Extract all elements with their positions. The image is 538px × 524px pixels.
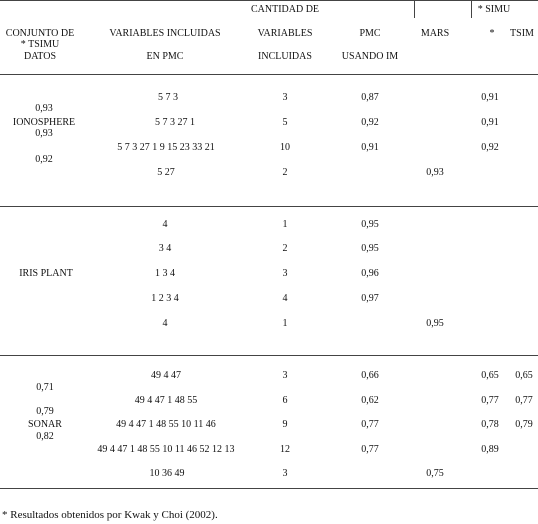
- row-count: 3: [282, 92, 288, 103]
- row-simu: 0,65: [481, 370, 499, 381]
- row-pmc: 0,77: [361, 444, 379, 455]
- row-mars: 0,93: [426, 167, 444, 178]
- row-vars: 4: [162, 318, 168, 329]
- header-vars-line2: EN PMC: [146, 51, 184, 62]
- header-count-top: CANTIDAD DE: [250, 4, 320, 15]
- row-vars: 49 4 47 1 48 55 10 11 46 52 12 13: [97, 444, 235, 455]
- row-pmc: 0,92: [361, 117, 379, 128]
- row-pmc: 0,77: [361, 419, 379, 430]
- row-vars: 4: [162, 219, 168, 230]
- header-dataset-line1: CONJUNTO DE: [5, 28, 75, 39]
- row-vars: 5 7 3 27 1: [155, 117, 195, 128]
- header-simu-top: * SIMU: [477, 4, 511, 15]
- group-rule: [0, 206, 538, 207]
- side-value: 0,92: [35, 154, 53, 165]
- row-simu: 0,92: [481, 142, 499, 153]
- row-tsim: 0,79: [515, 419, 533, 430]
- header-separator-right: [471, 0, 472, 18]
- side-value: 0,79: [36, 406, 54, 417]
- row-vars: 1 3 4: [155, 268, 175, 279]
- row-pmc: 0,66: [361, 370, 379, 381]
- row-vars: 5 27: [157, 167, 175, 178]
- group-name: IONOSPHERE: [12, 117, 76, 128]
- row-vars: 49 4 47: [151, 370, 181, 381]
- row-vars: 49 4 47 1 48 55: [134, 395, 198, 406]
- row-pmc: 0,62: [361, 395, 379, 406]
- row-vars: 10 36 49: [149, 468, 185, 479]
- row-count: 9: [282, 419, 288, 430]
- header-separator-left: [414, 0, 415, 18]
- row-count: 10: [280, 142, 290, 153]
- group-rule: [0, 355, 538, 356]
- row-simu: 0,78: [481, 419, 499, 430]
- row-vars: 1 2 3 4: [151, 293, 179, 304]
- row-pmc: 0,91: [361, 142, 379, 153]
- row-vars: 5 7 3: [158, 92, 178, 103]
- row-pmc: 0,95: [361, 219, 379, 230]
- header-tsim: TSIM: [510, 28, 534, 39]
- side-value: 0,82: [36, 431, 54, 442]
- row-pmc: 0,87: [361, 92, 379, 103]
- top-rule: [0, 0, 538, 1]
- row-count: 4: [282, 293, 288, 304]
- header-simu-star: *: [489, 28, 495, 39]
- row-pmc: 0,95: [361, 243, 379, 254]
- footnote: * Resultados obtenidos por Kwak y Choi (2002).: [2, 509, 218, 521]
- side-value: 0,71: [36, 382, 54, 393]
- side-value: 0,93: [35, 128, 53, 139]
- header-pmc-line1: PMC: [359, 28, 381, 39]
- row-mars: 0,75: [426, 468, 444, 479]
- header-dataset-line2: * TSIMU: [20, 39, 60, 50]
- header-vars-line1: VARIABLES INCLUIDAS: [109, 28, 221, 39]
- group-name: IRIS PLANT: [19, 268, 73, 279]
- row-simu: 0,89: [481, 444, 499, 455]
- row-simu: 0,91: [481, 117, 499, 128]
- row-mars: 0,95: [426, 318, 444, 329]
- row-count: 3: [282, 468, 288, 479]
- row-vars: 49 4 47 1 48 55 10 11 46: [116, 419, 216, 430]
- group-name: SONAR: [28, 419, 62, 430]
- row-count: 12: [280, 444, 290, 455]
- header-pmc-line2: USANDO IM: [341, 51, 399, 62]
- header-rule: [0, 74, 538, 75]
- row-count: 2: [282, 243, 288, 254]
- row-vars: 5 7 3 27 1 9 15 23 33 21: [117, 142, 215, 153]
- header-mars: MARS: [420, 28, 450, 39]
- row-pmc: 0,97: [361, 293, 379, 304]
- row-simu: 0,91: [481, 92, 499, 103]
- row-count: 5: [282, 117, 288, 128]
- row-vars: 3 4: [158, 243, 172, 254]
- row-tsim: 0,65: [515, 370, 533, 381]
- header-count-line2: INCLUIDAS: [258, 51, 312, 62]
- row-tsim: 0,77: [515, 395, 533, 406]
- row-count: 1: [282, 318, 288, 329]
- header-count-line1: VARIABLES: [257, 28, 313, 39]
- row-count: 3: [282, 370, 288, 381]
- row-simu: 0,77: [481, 395, 499, 406]
- row-count: 1: [282, 219, 288, 230]
- row-count: 3: [282, 268, 288, 279]
- bottom-rule: [0, 488, 538, 489]
- row-count: 2: [282, 167, 288, 178]
- side-value: 0,93: [35, 103, 53, 114]
- header-dataset-line3: DATOS: [23, 51, 57, 62]
- row-pmc: 0,96: [361, 268, 379, 279]
- row-count: 6: [282, 395, 288, 406]
